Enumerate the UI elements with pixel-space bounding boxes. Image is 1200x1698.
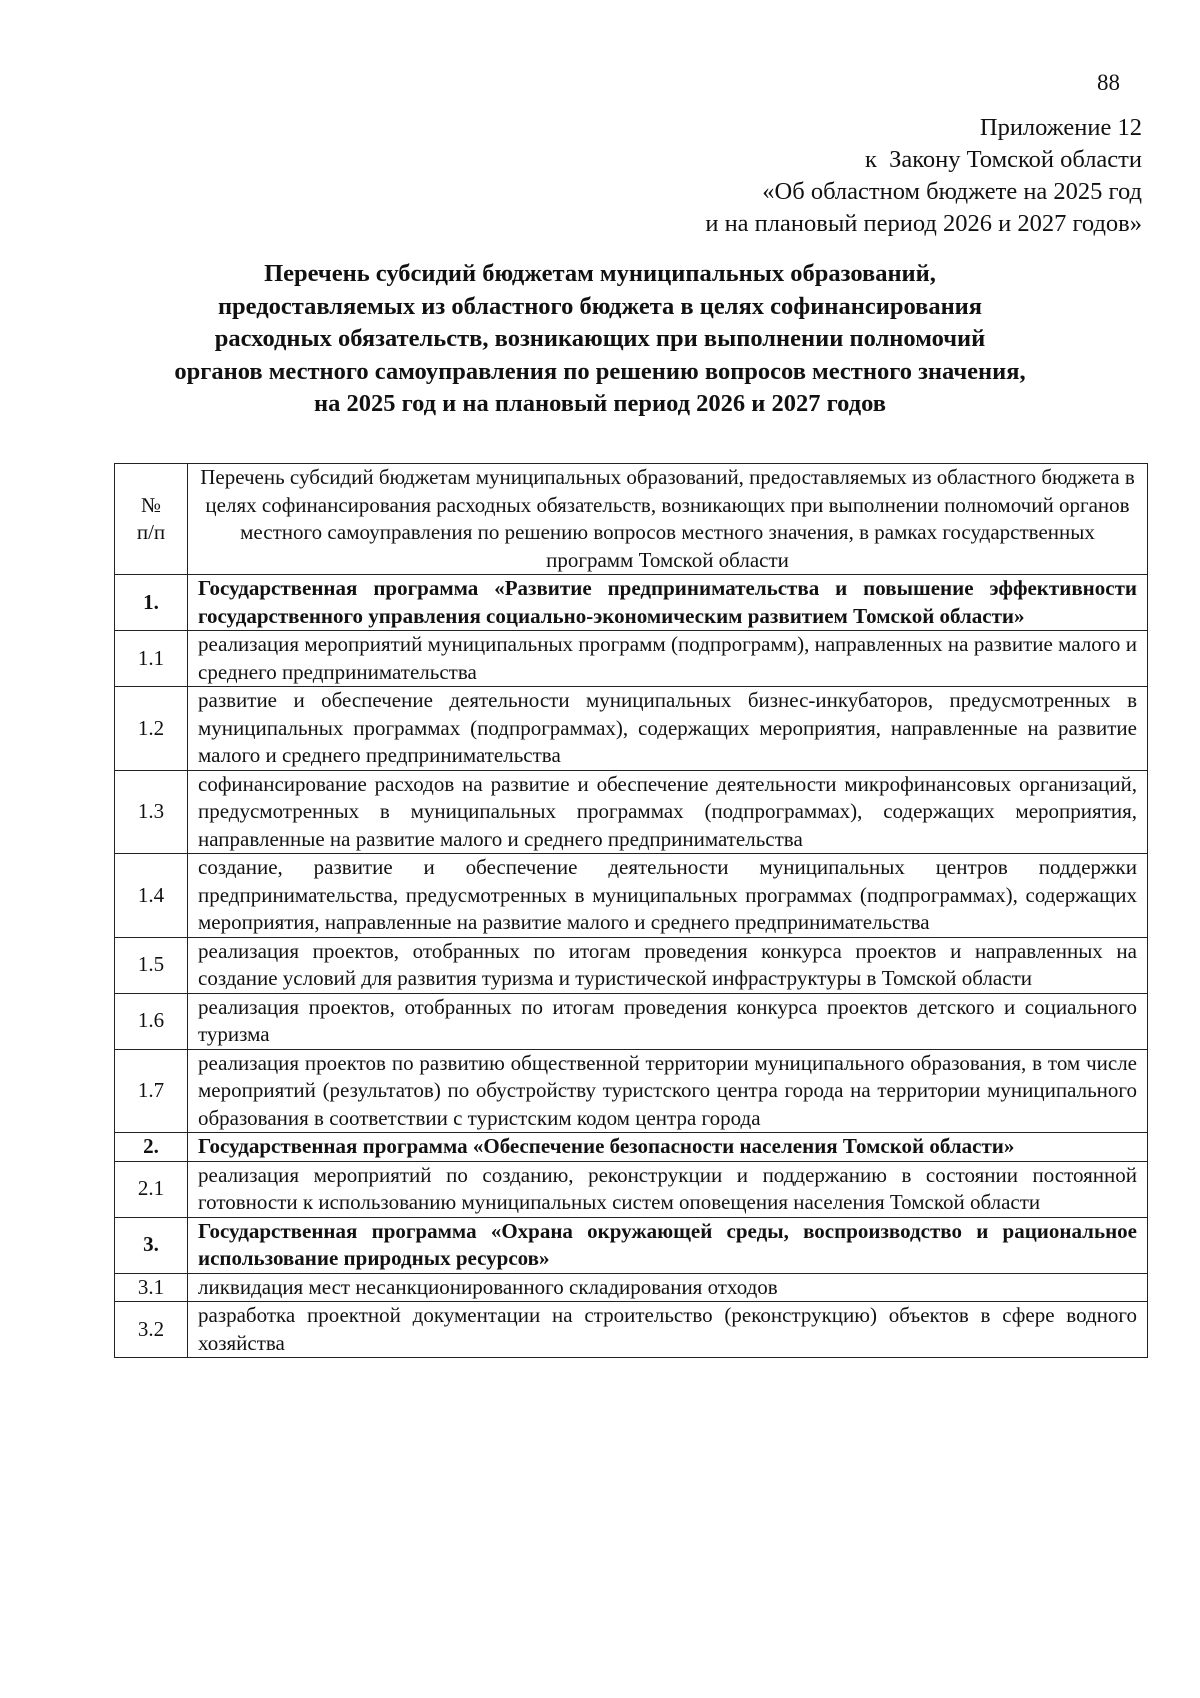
header-num-cell: № п/п bbox=[115, 464, 188, 575]
table-row bbox=[115, 1273, 1148, 1302]
row-number-cell: 2. bbox=[115, 1133, 188, 1162]
program-row bbox=[115, 1217, 1148, 1273]
row-number-cell: 1.7 bbox=[115, 1049, 188, 1133]
title-line-1: Перечень субсидий бюджетам муниципальных образований, bbox=[264, 260, 936, 287]
table-row bbox=[115, 687, 1148, 771]
appendix-header bbox=[705, 112, 1142, 240]
row-number-cell: 3.1 bbox=[115, 1273, 188, 1302]
row-number-cell: 3. bbox=[115, 1217, 188, 1273]
program-title-cell: Государственная программа «Обеспечение безопасности населения Томской области» bbox=[188, 1133, 1148, 1162]
subsidy-description-cell: разработка проектной документации на строительство (реконструкцию) объектов в сфере водного хозяйства bbox=[188, 1302, 1148, 1358]
subsidy-description-cell: реализация проектов, отобранных по итогам проведения конкурса проектов и направленных на создание условий для развития туризма и туристической инфраструктуры в Томской области bbox=[188, 937, 1148, 993]
row-number-cell: 1.3 bbox=[115, 770, 188, 854]
program-row bbox=[115, 575, 1148, 631]
row-number-cell: 1.5 bbox=[115, 937, 188, 993]
subsidy-description-cell: реализация мероприятий муниципальных программ (подпрограмм), направленных на развитие малого и среднего предпринимательства bbox=[188, 631, 1148, 687]
program-title-cell: Государственная программа «Охрана окружающей среды, воспроизводство и рациональное использование природных ресурсов» bbox=[188, 1217, 1148, 1273]
table-row bbox=[115, 854, 1148, 938]
title-line-3: расходных обязательств, возникающих при выполнении полномочий bbox=[214, 325, 986, 352]
subsidy-description-cell: создание, развитие и обеспечение деятельности муниципальных центров поддержки предпринимательства, предусмотренных в муниципальных программах (подпрограммах), содержащих мероприятия, направленные на развитие малого и среднего предпринимательства bbox=[188, 854, 1148, 938]
row-number-cell: 1.4 bbox=[115, 854, 188, 938]
table-row bbox=[115, 1049, 1148, 1133]
appendix-line-2: к Закону Томской области bbox=[864, 146, 1142, 173]
subsidy-description-cell: софинансирование расходов на развитие и обеспечение деятельности микрофинансовых организаций, предусмотренных в муниципальных программах (подпрограммах), содержащих мероприятия, направленные на развитие малого и среднего предпринимательства bbox=[188, 770, 1148, 854]
appendix-line-3: «Об областном бюджете на 2025 год bbox=[762, 178, 1142, 205]
table-row bbox=[115, 993, 1148, 1049]
appendix-line-1: Приложение 12 bbox=[979, 114, 1142, 141]
row-number-cell: 1.1 bbox=[115, 631, 188, 687]
table-row bbox=[115, 937, 1148, 993]
row-number-cell: 1.2 bbox=[115, 687, 188, 771]
row-number-cell: 3.2 bbox=[115, 1302, 188, 1358]
table-row bbox=[115, 631, 1148, 687]
table-row bbox=[115, 770, 1148, 854]
title-line-5: на 2025 год и на плановый период 2026 и 2027 годов bbox=[313, 390, 886, 417]
subsidy-description-cell: ликвидация мест несанкционированного складирования отходов bbox=[188, 1273, 1148, 1302]
table-row bbox=[115, 1161, 1148, 1217]
row-number-cell: 2.1 bbox=[115, 1161, 188, 1217]
page-number: 88 bbox=[1097, 70, 1120, 95]
table-row bbox=[115, 1302, 1148, 1358]
program-row bbox=[115, 1133, 1148, 1162]
subsidy-description-cell: реализация проектов, отобранных по итогам проведения конкурса проектов детского и социального туризма bbox=[188, 993, 1148, 1049]
title-line-4: органов местного самоуправления по решению вопросов местного значения, bbox=[174, 357, 1026, 385]
title-line-2: предоставляемых из областного бюджета в целях софинансирования bbox=[217, 292, 983, 320]
subsidy-description-cell: реализация проектов по развитию общественной территории муниципального образования, в том числе мероприятий (результатов) по обустройству туристского центра города на территории муниципального образования в соответствии с туристским кодом центра города bbox=[188, 1049, 1148, 1133]
program-title-cell: Государственная программа «Развитие предпринимательства и повышение эффективности государственного управления социально-экономическим развитием Томской области» bbox=[188, 575, 1148, 631]
header-text-cell: Перечень субсидий бюджетам муниципальных образований, предоставляемых из областного бюджета в целях софинансирования расходных обязательств, возникающих при выполнении полномочий органов местного самоуправления по решению вопросов местного значения, в рамках государственных программ Томской области bbox=[188, 464, 1148, 575]
document-title bbox=[0, 258, 1200, 421]
subsidy-table bbox=[114, 463, 1148, 1358]
subsidy-description-cell: развитие и обеспечение деятельности муниципальных бизнес-инкубаторов, предусмотренных в муниципальных программах (подпрограммах), содержащих мероприятия, направленные на развитие малого и среднего предпринимательства bbox=[188, 687, 1148, 771]
row-number-cell: 1. bbox=[115, 575, 188, 631]
row-number-cell: 1.6 bbox=[115, 993, 188, 1049]
appendix-line-4: и на плановый период 2026 и 2027 годов» bbox=[705, 210, 1142, 237]
subsidy-description-cell: реализация мероприятий по созданию, реконструкции и поддержанию в состоянии постоянной готовности к использованию муниципальных систем оповещения населения Томской области bbox=[188, 1161, 1148, 1217]
table-header-row bbox=[115, 464, 1148, 575]
